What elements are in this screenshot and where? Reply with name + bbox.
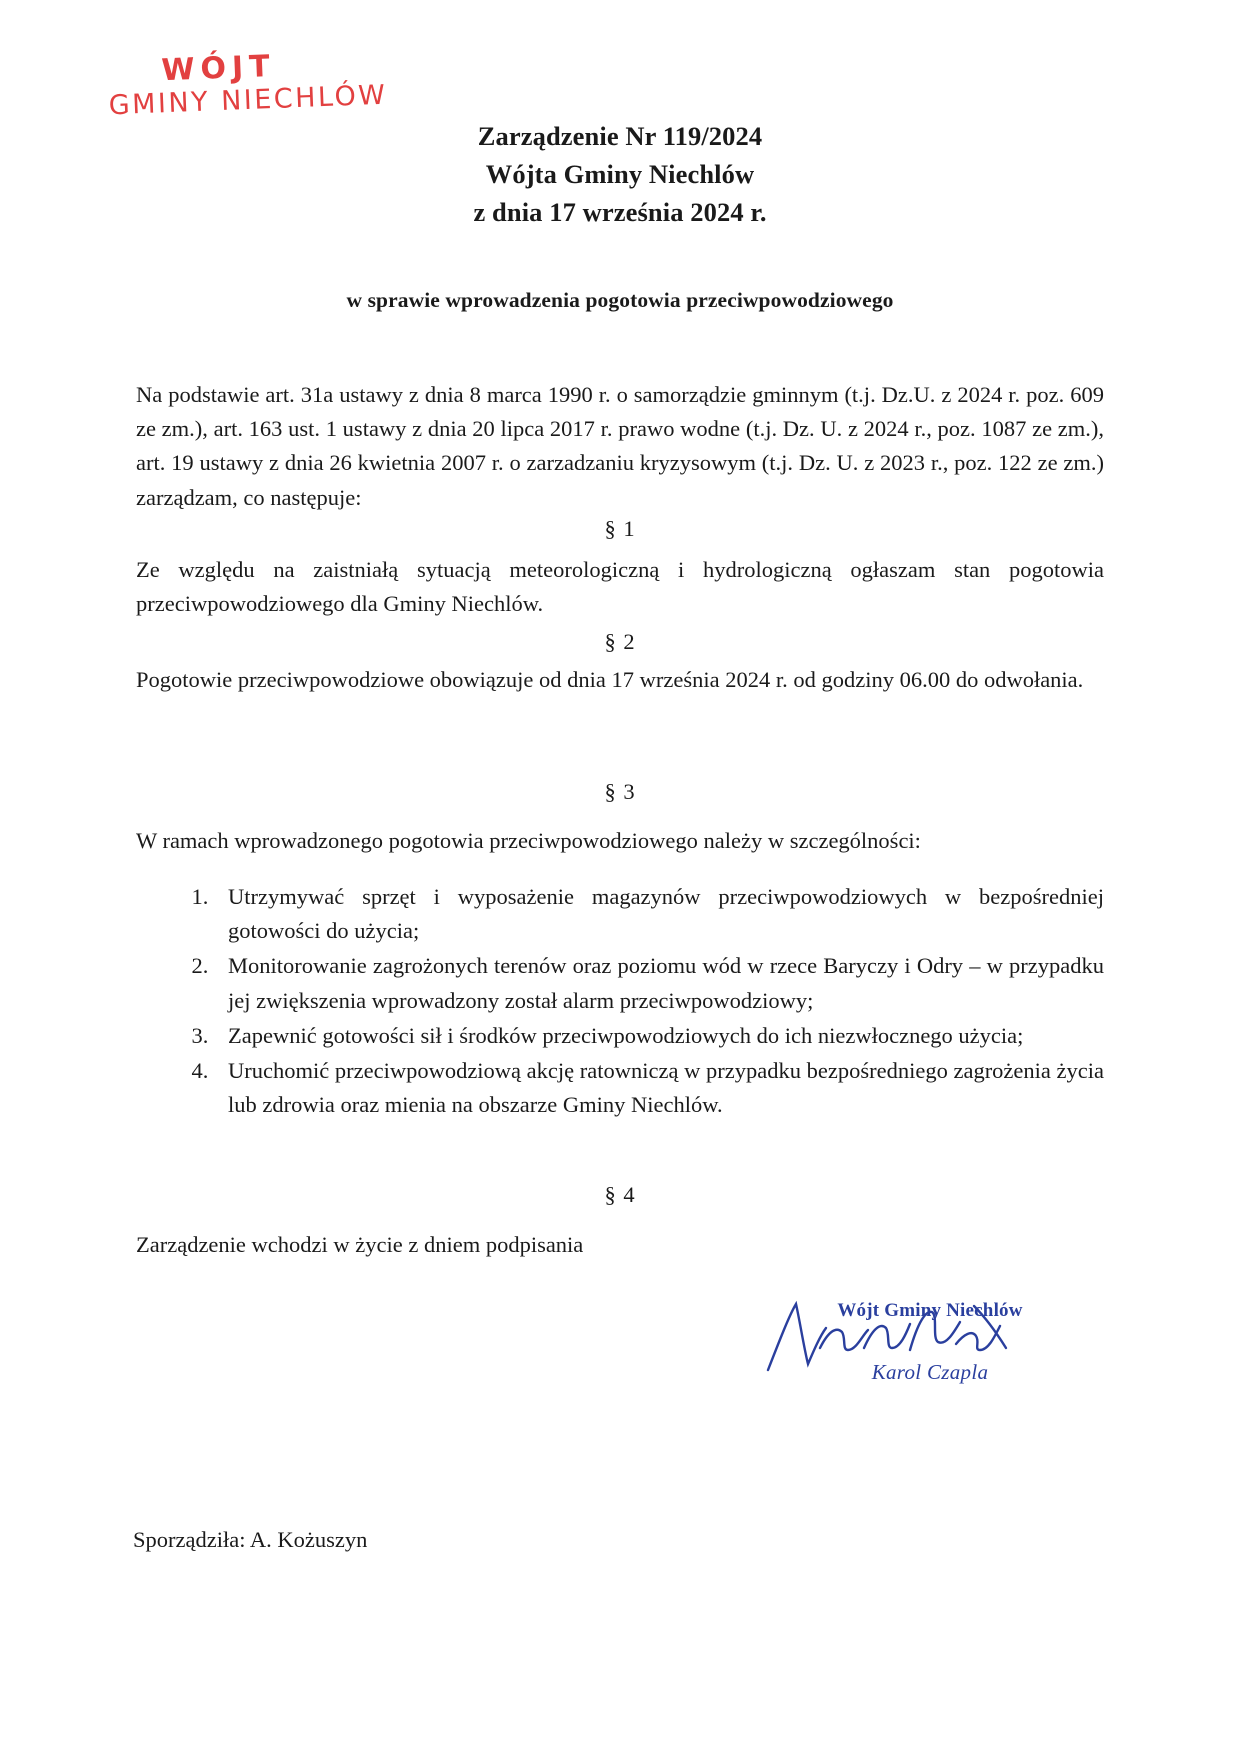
section-3-marker (136, 775, 1104, 809)
stamp-line-gmina: GMINY NIECHLÓW (108, 79, 388, 121)
document-title (0, 118, 1240, 232)
section-2-marker (136, 625, 1104, 659)
obligations-list (136, 880, 1104, 1122)
section-1-marker (136, 512, 1104, 546)
signature-name: Karol Czapla (871, 1360, 989, 1384)
prepared-by-note: Sporządziła: A. Kożuszyn (133, 1527, 368, 1552)
section-3-mark-text: § 3 (604, 779, 636, 804)
title-date: z dnia 17 września 2024 r. (473, 196, 767, 227)
section-3-lead-text: W ramach wprowadzonego pogotowia przeciwpowodziowego należy w szczególności: (136, 828, 921, 853)
section-2-text: Pogotowie przeciwpowodziowe obowiązuje od dnia 17 września 2024 r. od godziny 06.00 do odwołania. (136, 667, 1084, 692)
section-4-mark-text: § 4 (604, 1182, 636, 1207)
document-subtitle: w sprawie wprowadzenia pogotowia przeciwpowodziowego (346, 288, 894, 312)
list-item: 2. Monitorowanie zagrożonych terenów oraz poziomu wód w rzece Baryczy i Odry – w przypadku jej zwiększenia wprowadzony został alarm przeciwpowodziowy; (214, 949, 1104, 1017)
section-4-text: Zarządzenie wchodzi w życie z dniem podpisania (136, 1232, 584, 1257)
section-1-mark-text: § 1 (604, 516, 636, 541)
section-4-marker (136, 1178, 1104, 1212)
office-stamp (107, 47, 388, 121)
list-item: 1. Utrzymywać sprzęt i wyposażenie magazynów przeciwpowodziowych w bezpośredniej gotowości do użycia; (214, 880, 1104, 948)
legal-basis-paragraph: Na podstawie art. 31a ustawy z dnia 8 marca 1990 r. o samorządzie gminnym (t.j. Dz.U. z 2024 r. poz. 609 ze zm.), art. 163 ust. 1 ustawy z dnia 20 lipca 2017 r. prawo wodne (t.j. Dz. U. z 2024 r., poz. 1087 ze zm.), art. 19 ustawy z dnia 26 kwietnia 2007 r. o zarzadzaniu kryzysowym (t.j. Dz. U. z 2023 r., poz. 122 ze zm.) zarządzam, co następuje: (136, 382, 1104, 510)
stamp-line-wojt: WÓJT (160, 48, 277, 89)
section-1-text: Ze względu na zaistniałą sytuacją meteorologiczną i hydrologiczną ogłaszam stan pogotowia przeciwpowodziowego dla Gminy Niechlów. (136, 557, 1104, 617)
signature-block (780, 1300, 1080, 1385)
signature-role: Wójt Gminy Niechlów (837, 1300, 1023, 1321)
section-2-mark-text: § 2 (604, 629, 636, 654)
title-authority: Wójta Gminy Niechlów (485, 158, 755, 189)
section-3-list-container (136, 880, 1104, 1123)
list-item: 3. Zapewnić gotowości sił i środków przeciwpowodziowych do ich niezwłocznego użycia; (214, 1019, 1104, 1053)
title-number: Zarządzenie Nr 119/2024 (477, 121, 763, 151)
list-item: 4. Uruchomić przeciwpowodziową akcję ratowniczą w przypadku bezpośredniego zagrożenia życia lub zdrowia oraz mienia na obszarze Gminy Niechlów. (214, 1054, 1104, 1122)
